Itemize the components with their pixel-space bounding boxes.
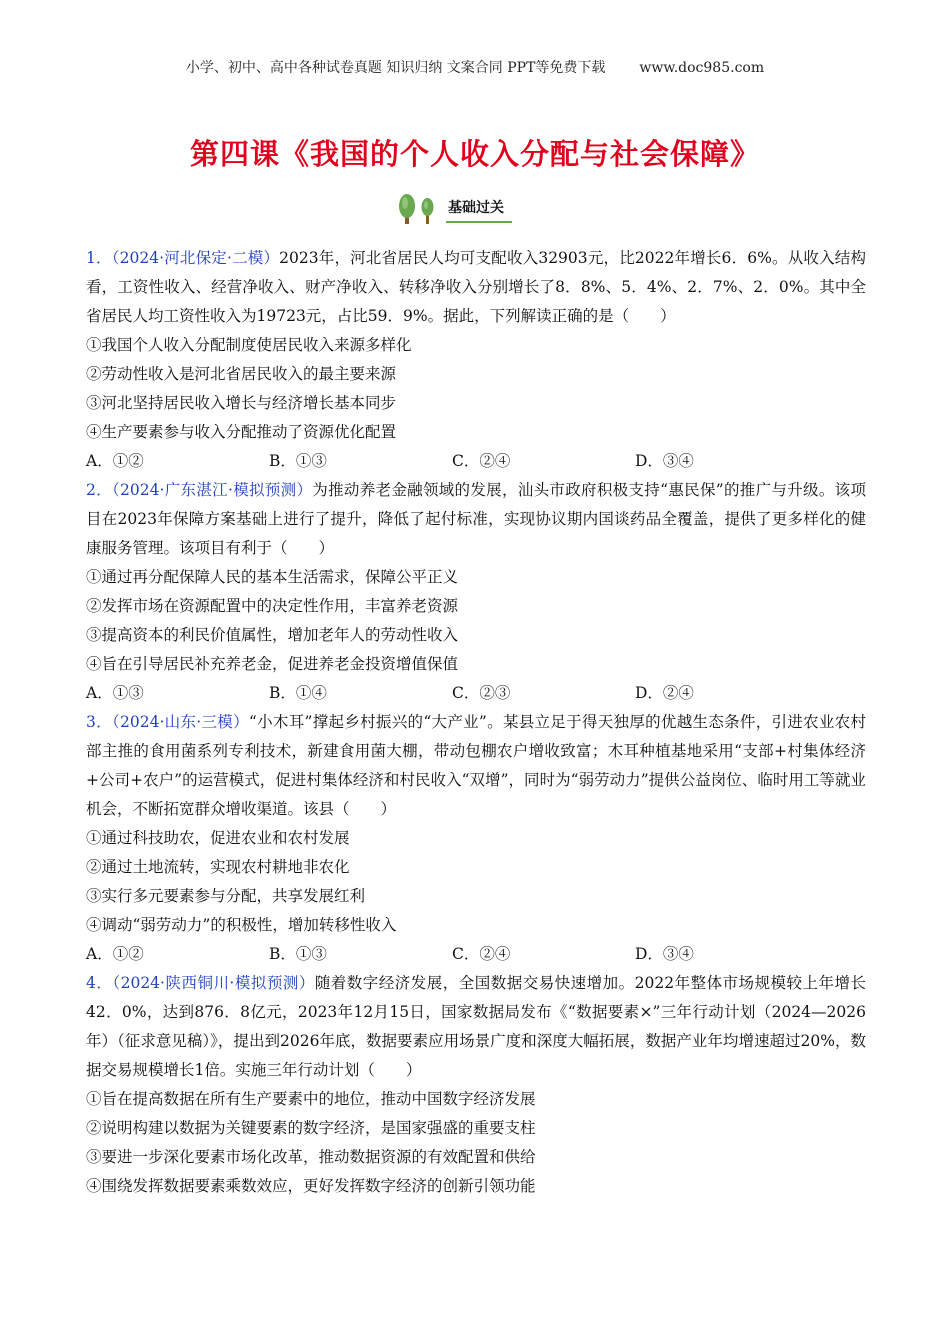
answer-choice-d[interactable]: D．③④ (635, 945, 694, 963)
answer-choice-a[interactable]: A．①② (86, 945, 144, 963)
question-source: （2024·陕西铜川·模拟预测） (112, 974, 315, 992)
question-source: （2024·广东湛江·模拟预测） (111, 481, 313, 499)
header-url[interactable]: www.doc985.com (639, 60, 765, 76)
page-header (0, 57, 950, 77)
statement-item: ④旨在引导居民补充养老金，促进养老金投资增值保值 (86, 655, 459, 673)
answer-choice-a[interactable]: A．①② (86, 452, 144, 470)
answer-choice-c[interactable]: C．②④ (452, 945, 511, 963)
question-stem (86, 244, 866, 331)
answer-choice-a[interactable]: A．①③ (86, 684, 144, 702)
question-number: 3． (86, 713, 112, 731)
question-2 (86, 476, 866, 708)
statement-item: ①通过再分配保障人民的基本生活需求，保障公平正义 (86, 568, 459, 586)
question-text: 随着数字经济发展，全国数据交易快速增加。2022年整体市场规模较上年增长42．0%，达到876．8亿元，2023年12月15日，国家数据局发布《“数据要素×”三年行动计划（2024—2026年）（征求意见稿）》，提出到2026年底，数据要素应用场景广度和深度大幅拓展，数据产业年均增速超过20%，数据交易规模增长1倍。实施三年行动计划（ ） (86, 974, 866, 1079)
question-source: （2024·河北保定·二模） (111, 249, 280, 267)
question-stem (86, 476, 866, 563)
statement-item: ①旨在提高数据在所有生产要素中的地位，推动中国数字经济发展 (86, 1090, 536, 1108)
statement-item: ①通过科技助农，促进农业和农村发展 (86, 829, 350, 847)
question-number: 1． (86, 249, 112, 267)
question-stem (86, 969, 866, 1085)
statement-item: ③河北坚持居民收入增长与经济增长基本同步 (86, 394, 397, 412)
statement-item: ③要进一步深化要素市场化改革，推动数据资源的有效配置和供给 (86, 1148, 536, 1166)
question-source: （2024·山东·三模） (111, 713, 249, 731)
question-number: 2． (86, 481, 112, 499)
answer-choice-c[interactable]: C．②④ (452, 452, 511, 470)
answer-choices (86, 679, 866, 708)
answer-choice-b[interactable]: B．①③ (269, 945, 327, 963)
statement-item: ②发挥市场在资源配置中的决定性作用，丰富养老资源 (86, 597, 459, 615)
header-text: 小学、初中、高中各种试卷真题 知识归纳 文案合同 PPT等免费下载 (185, 60, 606, 76)
statement-item: ③实行多元要素参与分配，共享发展红利 (86, 887, 366, 905)
statement-item: ④调动“弱劳动力”的积极性，增加转移性收入 (86, 916, 397, 934)
section-badge-label: 基础过关 (446, 195, 512, 223)
statement-item: ②劳动性收入是河北省居民收入的最主要来源 (86, 365, 397, 383)
question-list (86, 244, 866, 1201)
question-3 (86, 708, 866, 969)
answer-choice-b[interactable]: B．①③ (269, 452, 327, 470)
section-badge (396, 192, 512, 226)
answer-choice-d[interactable]: D．③④ (635, 452, 694, 470)
statement-item: ②通过土地流转，实现农村耕地非农化 (86, 858, 350, 876)
question-text: 2023年，河北省居民人均可支配收入32903元，比2022年增长6．6%。从收入结构看，工资性收入、经营净收入、财产净收入、转移净收入分别增长了8．8%、5．4%、2．7%、2．0%。其中全省居民人均工资性收入为19723元，占比59．9%。据此，下列解读正确的是（ ） (86, 249, 866, 325)
question-number: 4． (86, 974, 113, 992)
statement-item: ④围绕发挥数据要素乘数效应，更好发挥数字经济的创新引领功能 (86, 1177, 536, 1195)
answer-choices (86, 940, 866, 969)
question-1 (86, 244, 866, 476)
statement-item: ④生产要素参与收入分配推动了资源优化配置 (86, 423, 397, 441)
question-stem (86, 708, 866, 824)
statement-item: ②说明构建以数据为关键要素的数字经济，是国家强盛的重要支柱 (86, 1119, 536, 1137)
statement-item: ①我国个人收入分配制度使居民收入来源多样化 (86, 336, 412, 354)
answer-choice-b[interactable]: B．①④ (269, 684, 327, 702)
statement-item: ③提高资本的利民价值属性，增加老年人的劳动性收入 (86, 626, 459, 644)
answer-choice-c[interactable]: C．②③ (452, 684, 511, 702)
question-text: 为推动养老金融领域的发展，汕头市政府积极支持“惠民保”的推广与升级。该项目在2023年保障方案基础上进行了提升，降低了起付标准，实现协议期内国谈药品全覆盖，提供了更多样化的健康服务管理。该项目有利于（ ） (86, 481, 866, 557)
question-4 (86, 969, 866, 1201)
answer-choice-d[interactable]: D．②④ (635, 684, 694, 702)
tree-icon (396, 192, 442, 226)
question-text: “小木耳”撑起乡村振兴的“大产业”。某县立足于得天独厚的优越生态条件，引进农业农村部主推的食用菌系列专利技术，新建食用菌大棚，带动包棚农户增收致富；木耳种植基地采用“支部+村集体经济+公司+农户”的运营模式，促进村集体经济和村民收入“双增”，同时为“弱劳动力”提供公益岗位、临时用工等就业机会，不断拓宽群众增收渠道。该县（ ） (86, 713, 866, 818)
page-title: 第四课《我国的个人收入分配与社会保障》 (189, 137, 760, 171)
answer-choices (86, 447, 866, 476)
